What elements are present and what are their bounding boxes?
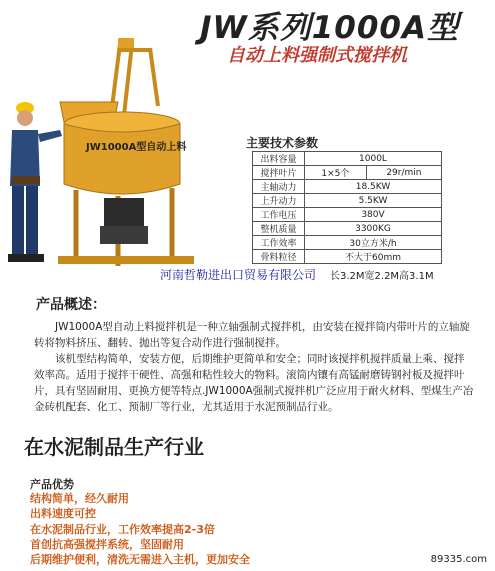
advantage-item: 首创抗高强搅拌系统，坚固耐用	[30, 537, 184, 551]
overview-title: 产品概述：	[36, 297, 106, 313]
company-name-overlay: 河南哲勒进出口贸易有限公司	[160, 268, 317, 282]
page-title: JW系列1000A型	[200, 10, 459, 46]
advantage-item: 结构简单，经久耐用	[30, 492, 129, 505]
advantages-title: 产品优势	[30, 478, 74, 491]
page-subtitle: 自动上料强制式搅拌机	[227, 45, 407, 66]
spec-row: 上升动力 5.5KW	[253, 194, 442, 208]
overview-text	[34, 319, 474, 415]
machine-label: JW1000A型自动上料	[86, 142, 187, 153]
worker-figure	[8, 102, 62, 262]
overview-paragraph: JW1000A型自动上料搅拌机是一种立轴强制式搅拌机，由安装在搅拌筒内带叶片的立轴旋转将物料挤压、翻转、抛出等复合动作进行强制搅拌。	[34, 321, 470, 349]
advantage-item: 在水泥制品行业，工作效率提高2-3倍	[30, 522, 215, 536]
spec-row: 骨料粒径 不大于60mm	[253, 250, 442, 264]
spec-row: 工作电压 380V	[253, 208, 442, 222]
dimensions-text: 长3.2M宽2.2M高3.1M	[330, 271, 434, 282]
overview-paragraph: 该机型结构简单，安装方便，后期维护更简单和安全；同时该搅拌机搅拌质量上乘、搅拌效率高。适用于搅拌干硬性、高强和粘性较大的物料。滚筒内镶有高锰耐磨铸钢衬板及搅拌叶片，具有坚固耐用、更换方便等特点.JW1000A强制式搅拌机广泛应用于耐火材料、型煤生产冶金砖机配套、化工、预制厂等行业，尤其适用于水泥预制品行业。	[34, 353, 474, 413]
specs-table	[252, 151, 442, 264]
spec-row: 出料容量 1000L	[253, 152, 442, 166]
product-photo	[0, 36, 240, 286]
spec-row: 工作效率 30立方米/h	[253, 236, 442, 250]
watermark: 89335.com	[430, 554, 487, 565]
advantage-item: 出料速度可控	[30, 507, 96, 521]
section-title: 在水泥制品生产行业	[24, 435, 204, 459]
spec-row: 主轴动力 18.5KW	[253, 180, 442, 194]
spec-row: 搅拌叶片 1×5个 29r/min	[253, 166, 442, 180]
specs-title: 主要技术参数	[246, 136, 319, 150]
advantage-item: 后期维护便利，清洗无需进入主机，更加安全	[30, 553, 250, 567]
spec-row: 整机质量 3300KG	[253, 222, 442, 236]
advantages-list	[30, 491, 250, 567]
